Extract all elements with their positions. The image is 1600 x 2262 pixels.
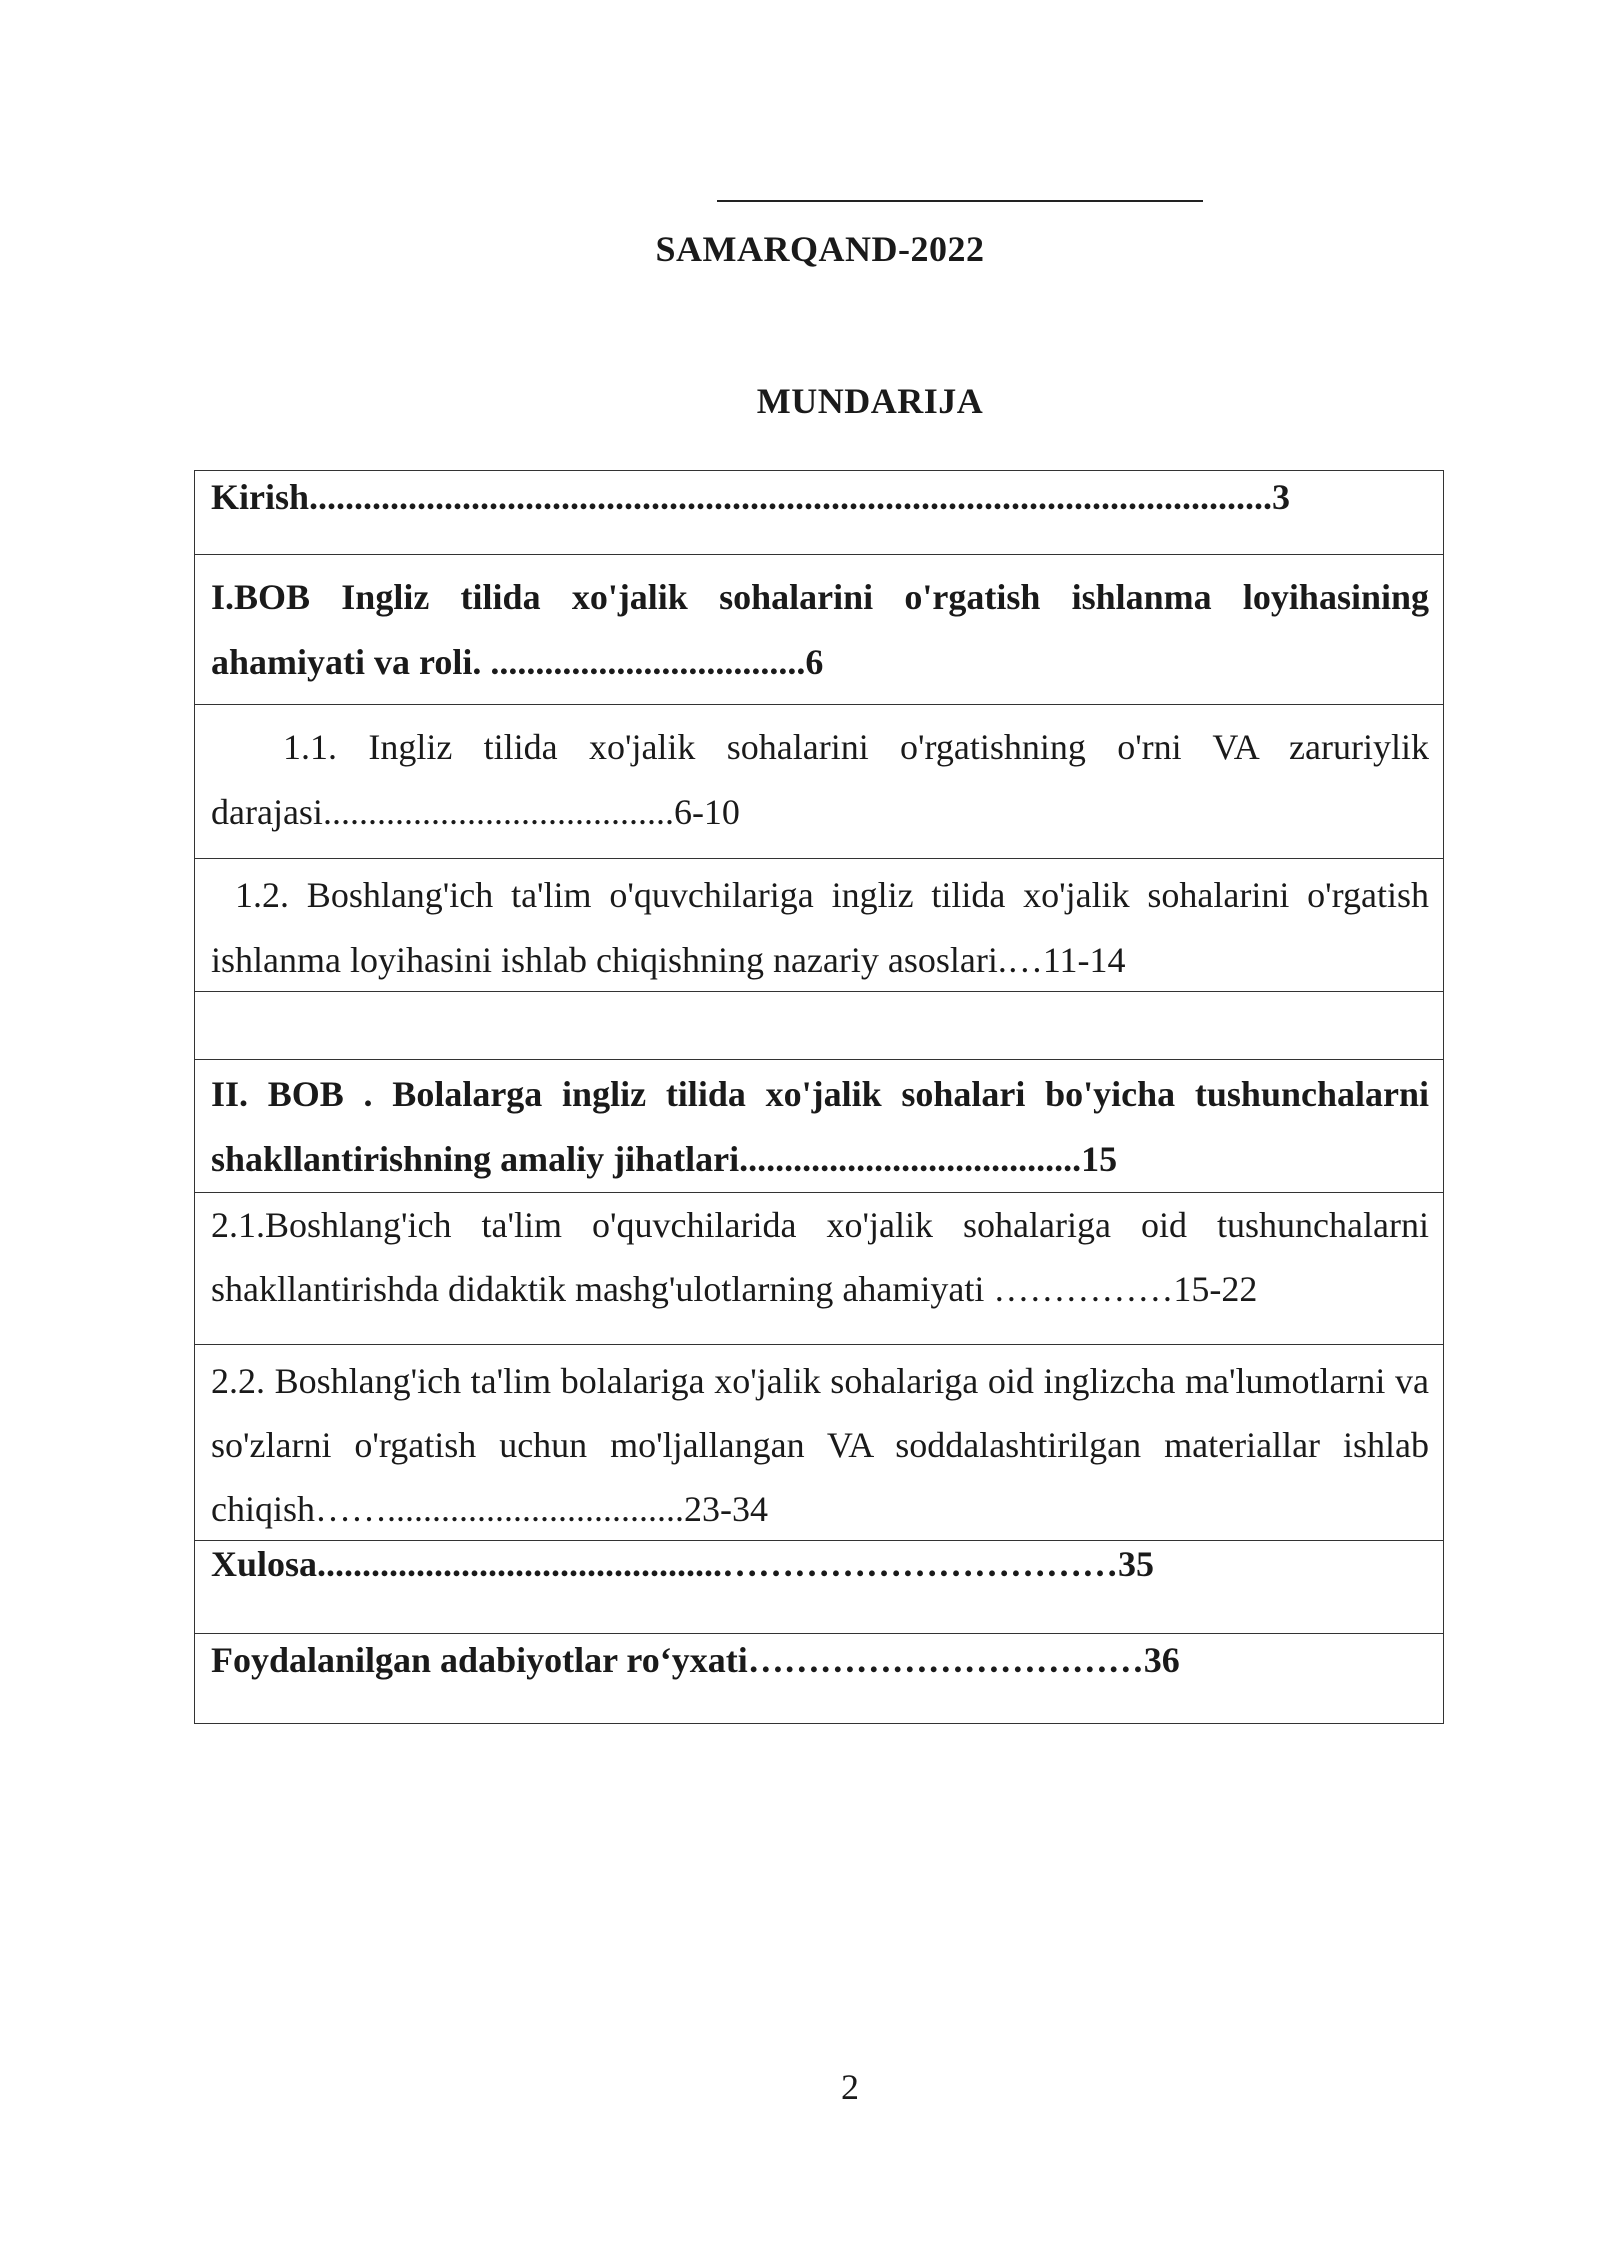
toc-entry-section-2-2: 2.2. Boshlang'ich ta'lim bolalariga xo'jalik sohalariga oid inglizcha ma'lumotlarni va so'zlarni o'rgatish uchun mo'ljallangan VA soddalashtirilgan materiallar ishlab chiqish…….................................23-34 (195, 1345, 1443, 1541)
toc-entry-references: Foydalanilgan adabiyotlar ro‘yxati……………………………36 (211, 1640, 1180, 1680)
toc-entry-section-1-2: 1.2. Boshlang'ich ta'lim o'quvchilariga ingliz tilida xo'jalik sohalarini o'rgatish ishlanma loyihasini ishlab chiqishning nazariy asoslari.…11-14 (195, 859, 1443, 992)
signature-line (717, 200, 1203, 202)
toc-entry-empty (195, 992, 1443, 1060)
toc-entry-intro: Kirish...........................................................................................................3 (195, 471, 1443, 555)
toc-entry-chapter-2: II. BOB . Bolalarga ingliz tilida xo'jalik sohalari bo'yicha tushunchalarni shakllantirishning amaliy jihatlari......................................15 (195, 1060, 1443, 1193)
city-year: SAMARQAND-2022 (655, 229, 985, 269)
toc-table (194, 470, 1444, 1724)
toc-title: MUNDARIJA (756, 381, 984, 421)
toc-entry-chapter-1: I.BOB Ingliz tilida xo'jalik sohalarini o'rgatish ishlanma loyihasining ahamiyati va roli. ...................................6 (195, 555, 1443, 705)
toc-entry-conclusion: Xulosa.............................................……………………………35 (195, 1541, 1443, 1634)
toc-entry-section-1-1: 1.1. Ingliz tilida xo'jalik sohalarini o'rgatishning o'rni VA zaruriylik darajasi.......................................6-10 (195, 705, 1443, 859)
toc-entry-section-2-1: 2.1.Boshlang'ich ta'lim o'quvchilarida xo'jalik sohalariga oid tushunchalarni shakllantirishda didaktik mashg'ulotlarning ahamiyati ……………15-22 (195, 1193, 1443, 1345)
page-number: 2 (841, 2067, 859, 2107)
